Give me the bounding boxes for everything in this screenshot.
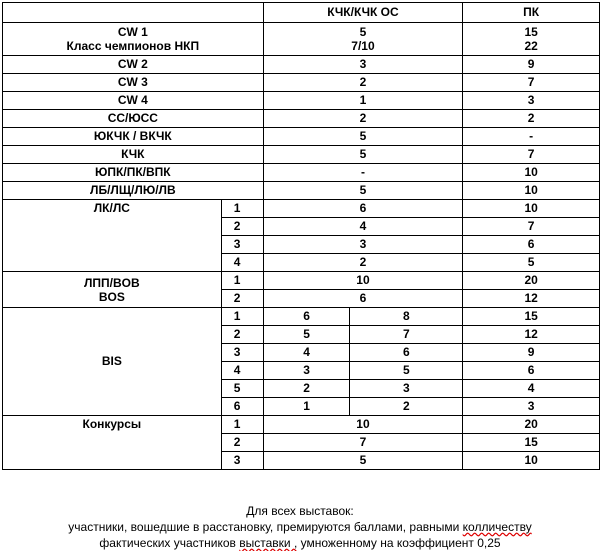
category-bis: BIS bbox=[3, 308, 222, 416]
pk-value: 10 bbox=[463, 452, 600, 470]
bis-kchk-a: 4 bbox=[263, 344, 350, 362]
row-label: ЮКЧК / ВКЧК bbox=[3, 128, 264, 146]
lpp-label-line1: ЛПП/BOB bbox=[84, 275, 140, 290]
place-cell: 4 bbox=[221, 362, 263, 380]
pk-value: 15 bbox=[463, 308, 600, 326]
kchk-value: 6 bbox=[263, 200, 463, 218]
kchk-value: 5 bbox=[263, 182, 463, 200]
place-cell: 1 bbox=[221, 200, 263, 218]
lpp-label-line2: BOS bbox=[98, 289, 125, 304]
row-label: CW 3 bbox=[3, 74, 264, 92]
spellcheck-word: колличеству bbox=[462, 520, 532, 534]
pk-value: - bbox=[463, 128, 600, 146]
table-row-lpp bbox=[3, 272, 600, 290]
table-row-lb bbox=[3, 182, 600, 200]
table-row-cw2 bbox=[3, 56, 600, 74]
table-row-yuchk bbox=[3, 128, 600, 146]
bis-kchk-b: 3 bbox=[350, 380, 463, 398]
table-row-cw3 bbox=[3, 74, 600, 92]
pk-value: 12 bbox=[463, 290, 600, 308]
place-cell: 3 bbox=[221, 344, 263, 362]
bis-kchk-b: 5 bbox=[350, 362, 463, 380]
kchk-value: 5 bbox=[263, 146, 463, 164]
row-label: КЧК bbox=[3, 146, 264, 164]
category-contests: Конкурсы bbox=[3, 416, 222, 470]
table-row-contests bbox=[3, 416, 600, 434]
place-cell: 2 bbox=[221, 326, 263, 344]
place-cell: 3 bbox=[221, 452, 263, 470]
bis-kchk-a: 5 bbox=[263, 326, 350, 344]
pk-value: 6 bbox=[463, 236, 600, 254]
kchk-value: 2 bbox=[263, 74, 463, 92]
footnote-line2 bbox=[0, 519, 600, 535]
kchk-value: 7 bbox=[263, 434, 463, 452]
cw1-label-line2: Класс чемпионов НКП bbox=[66, 39, 200, 53]
row-label: ЮПК/ПК/ВПК bbox=[3, 164, 264, 182]
place-cell: 1 bbox=[221, 308, 263, 326]
kchk-value: 3 bbox=[263, 56, 463, 74]
pk-value: 3 bbox=[463, 92, 600, 110]
row-label: CW 2 bbox=[3, 56, 264, 74]
kchk-value: - bbox=[263, 164, 463, 182]
place-cell: 2 bbox=[221, 218, 263, 236]
place-cell: 2 bbox=[221, 290, 263, 308]
header-kchk: КЧК/КЧК ОС bbox=[263, 3, 463, 23]
kchk-value: 3 bbox=[263, 236, 463, 254]
table-header-row bbox=[3, 3, 600, 23]
pk-value: 7 bbox=[463, 218, 600, 236]
place-cell: 3 bbox=[221, 236, 263, 254]
kchk-value: 2 bbox=[263, 110, 463, 128]
place-cell: 1 bbox=[221, 416, 263, 434]
kchk-value: 5 bbox=[263, 128, 463, 146]
pk-value: 3 bbox=[463, 398, 600, 416]
pk-value: 10 bbox=[463, 182, 600, 200]
footnote-text: умноженному на коэффициент 0,25 bbox=[297, 536, 501, 550]
category-lk: ЛК/ЛС bbox=[3, 200, 222, 272]
pk-value: 20 bbox=[463, 272, 600, 290]
kchk-value-cw1 bbox=[263, 23, 463, 56]
pk-value: 7 bbox=[463, 74, 600, 92]
pk-value: 5 bbox=[463, 254, 600, 272]
bis-kchk-b: 6 bbox=[350, 344, 463, 362]
place-cell: 2 bbox=[221, 434, 263, 452]
pk-value: 9 bbox=[463, 344, 600, 362]
place-cell: 1 bbox=[221, 272, 263, 290]
footnote-text: фактических участников bbox=[99, 536, 240, 550]
row-label: CW 4 bbox=[3, 92, 264, 110]
cw1-label-line1: CW 1 bbox=[117, 25, 148, 39]
pk-value: 7 bbox=[463, 146, 600, 164]
pk-value-cw1 bbox=[463, 23, 600, 56]
table-row-cw4 bbox=[3, 92, 600, 110]
place-cell: 6 bbox=[221, 398, 263, 416]
table-row-yupk bbox=[3, 164, 600, 182]
pk-value: 20 bbox=[463, 416, 600, 434]
bis-kchk-b: 8 bbox=[350, 308, 463, 326]
kchk-value: 5 bbox=[263, 452, 463, 470]
points-table bbox=[2, 2, 600, 470]
pk-value: 2 bbox=[463, 110, 600, 128]
bis-kchk-a: 3 bbox=[263, 362, 350, 380]
header-empty-cell bbox=[3, 3, 264, 23]
kchk-value: 6 bbox=[263, 290, 463, 308]
pk-value: 12 bbox=[463, 326, 600, 344]
kchk-value: 1 bbox=[263, 92, 463, 110]
bis-kchk-a: 6 bbox=[263, 308, 350, 326]
footnote-line3 bbox=[0, 535, 600, 551]
bis-kchk-a: 2 bbox=[263, 380, 350, 398]
footnote bbox=[0, 503, 600, 551]
cw1-pk-line2: 22 bbox=[524, 39, 538, 53]
pk-value: 6 bbox=[463, 362, 600, 380]
bis-kchk-b: 7 bbox=[350, 326, 463, 344]
row-label-cw1 bbox=[3, 23, 264, 56]
kchk-value: 10 bbox=[263, 272, 463, 290]
pk-value: 10 bbox=[463, 200, 600, 218]
kchk-value: 4 bbox=[263, 218, 463, 236]
cw1-kchk-line2: 7/10 bbox=[351, 39, 375, 53]
footnote-text: участники, вошедшие в расстановку, премируются баллами, равными bbox=[68, 520, 463, 534]
row-label: CC/ЮСС bbox=[3, 110, 264, 128]
table-row-lk bbox=[3, 200, 600, 218]
footnote-line1: Для всех выставок: bbox=[246, 504, 354, 518]
kchk-value: 2 bbox=[263, 254, 463, 272]
pk-value: 9 bbox=[463, 56, 600, 74]
place-cell: 5 bbox=[221, 380, 263, 398]
pk-value: 10 bbox=[463, 164, 600, 182]
place-cell: 4 bbox=[221, 254, 263, 272]
bis-kchk-a: 1 bbox=[263, 398, 350, 416]
pk-value: 4 bbox=[463, 380, 600, 398]
table-row-bis bbox=[3, 308, 600, 326]
header-pk: ПК bbox=[463, 3, 600, 23]
table-row-kchk bbox=[3, 146, 600, 164]
pk-value: 15 bbox=[463, 434, 600, 452]
cw1-pk-line1: 15 bbox=[524, 25, 538, 39]
row-label: ЛБ/ЛЩ/ЛЮ/ЛВ bbox=[3, 182, 264, 200]
table-row-cc bbox=[3, 110, 600, 128]
table-row-cw1 bbox=[3, 23, 600, 56]
category-lpp bbox=[3, 272, 222, 308]
bis-kchk-b: 2 bbox=[350, 398, 463, 416]
kchk-value: 10 bbox=[263, 416, 463, 434]
spellcheck-word: выставки , bbox=[239, 536, 298, 550]
cw1-kchk-line1: 5 bbox=[359, 25, 367, 39]
